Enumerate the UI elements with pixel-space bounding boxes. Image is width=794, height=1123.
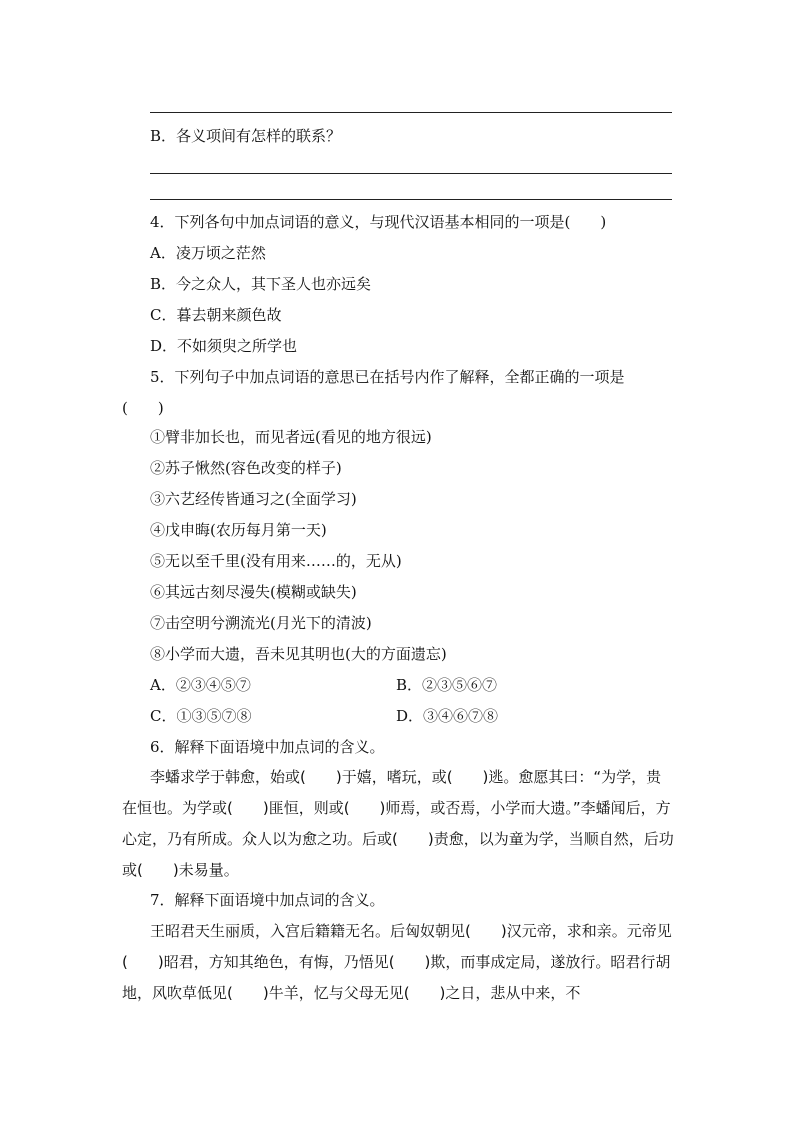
q5-option-b: B．②③⑤⑥⑦: [396, 676, 498, 694]
q5-option-c: C．①③⑤⑦⑧: [150, 707, 252, 725]
q5-item-4: ④戊申晦(农历每月第一天): [150, 521, 327, 539]
q5-item-5: ⑤无以至千里(没有用来……的，无从): [150, 552, 402, 570]
q4-option-a: A．凌万顷之茫然: [150, 244, 266, 262]
answer-line-2: [150, 173, 672, 174]
q5-stem: 5．下列句子中加点词语的意思已在括号内作了解释，全都正确的一项是: [150, 368, 625, 386]
q4-stem: 4．下列各句中加点词语的意义，与现代汉语基本相同的一项是( ): [150, 213, 607, 231]
q5-item-6: ⑥其远古刻尽漫失(模糊或缺失): [150, 583, 357, 601]
q5-item-1: ①臂非加长也，而见者远(看见的地方很远): [150, 428, 432, 446]
q5-option-a: A．②③④⑤⑦: [150, 676, 251, 694]
q5-stem-paren: ( ): [122, 399, 164, 417]
q7-stem: 7．解释下面语境中加点词的含义。: [150, 891, 385, 909]
q5-item-8: ⑧小学而大遗，吾未见其明也(大的方面遗忘): [150, 645, 447, 663]
q5-item-3: ③六艺经传皆通习之(全面学习): [150, 490, 357, 508]
q6-stem: 6．解释下面语境中加点词的含义。: [150, 738, 385, 756]
q4-option-c: C．暮去朝来颜色故: [150, 306, 282, 324]
answer-line-3: [150, 199, 672, 200]
q7-passage: 王昭君天生丽质，入宫后籍籍无名。后匈奴朝见( )汉元帝，求和亲。元帝见( )昭君，方知其绝色，有悔，乃悟见( )欺，而事成定局，遂放行。昭君行胡地，风吹草低见( )牛羊，忆与父母无见( )之日，悲从中来，不: [122, 922, 672, 1002]
q5-item-7: ⑦击空明兮溯流光(月光下的清波): [150, 614, 372, 632]
q5-option-d: D．③④⑥⑦⑧: [396, 707, 499, 725]
q4-option-b: B．今之众人，其下圣人也亦远矣: [150, 275, 372, 293]
q6-passage: 李蟠求学于韩愈，始或( )于嬉，嗜玩，或( )逃。愈愿其曰：“为学，贵在恒也。为学或( )匪恒，则或( )师焉，或否焉，小学而大遗。”李蟠闻后，方心定，乃有所成。众人以为愈之功。后或( )责愈，以为童为学，当顺自然，后功或( )未易量。: [122, 768, 674, 879]
q5-item-2: ②苏子愀然(容色改变的样子): [150, 459, 342, 477]
answer-line-1: [150, 112, 672, 113]
q3-option-b: B．各义项间有怎样的联系？: [150, 127, 342, 145]
q4-option-d: D．不如须臾之所学也: [150, 337, 298, 355]
